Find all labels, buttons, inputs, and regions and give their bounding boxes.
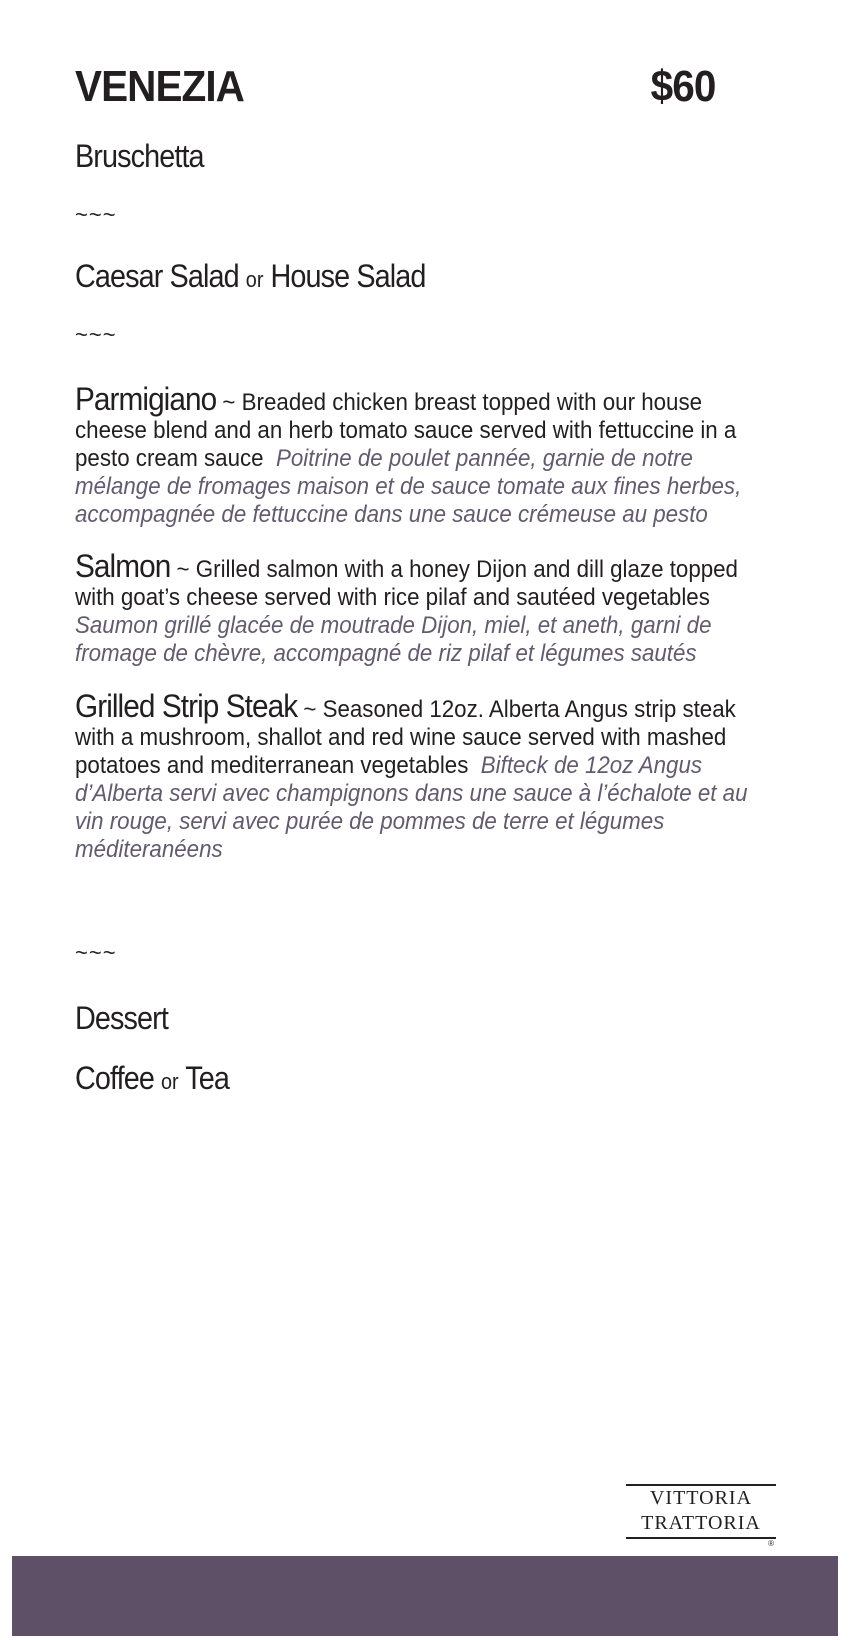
salad-option-caesar: Caesar Salad: [75, 258, 239, 294]
footer-band: [12, 1556, 838, 1636]
entree-name: Grilled Strip Steak: [75, 688, 298, 724]
logo-rule-bottom: [626, 1537, 776, 1539]
salad-option-house: House Salad: [270, 258, 426, 294]
vittoria-trattoria-logo: [626, 1484, 776, 1546]
entree-description-en: Breaded chicken breast topped with our house cheese blend and an herb tomato sauce served with fettuccine in a pesto cream sauce: [75, 389, 737, 472]
course-divider: ~~~: [75, 202, 117, 227]
entree-description-en: Grilled salmon with a honey Dijon and dill glaze topped with goat’s cheese served with rice pilaf and sautéed vegetables: [75, 556, 738, 611]
logo-rule-top: [626, 1484, 776, 1486]
entree-description-fr: Bifteck de 12oz Angus d’Alberta servi avec champignons dans une sauce à l’échalote et au vin rouge, servi avec purée de pommes de terre et légumes méditeranéens: [75, 752, 748, 863]
menu-price: $60: [650, 62, 715, 111]
entree-name: Parmigiano: [75, 381, 217, 417]
entree-item: [75, 381, 773, 529]
beverage-option-tea: Tea: [185, 1060, 229, 1096]
course-beverage: [75, 1060, 229, 1097]
entree-separator: ~: [170, 556, 196, 583]
entree-separator: ~: [297, 696, 323, 723]
beverage-option-coffee: Coffee: [75, 1060, 154, 1096]
entree-description-fr: Saumon grillé glacée de moutrade Dijon, miel, et aneth, garni de fromage de chèvre, accompagné de riz pilaf et légumes sautés: [75, 612, 712, 667]
entree-description-en: Seasoned 12oz. Alberta Angus strip steak with a mushroom, shallot and red wine sauce served with mashed potatoes and mediterranean vegetables: [75, 696, 736, 779]
course-starter: Bruschetta: [75, 138, 204, 174]
registered-mark: ®: [768, 1539, 774, 1548]
salad-conjunction: or: [245, 267, 264, 292]
entree-item: [75, 688, 773, 864]
menu-header: [75, 62, 715, 122]
beverage-conjunction: or: [161, 1069, 179, 1094]
entree-separator: ~: [216, 389, 242, 416]
entree-item: [75, 548, 773, 668]
course-salad: [75, 258, 426, 295]
menu-title: VENEZIA: [75, 62, 245, 111]
course-divider: ~~~: [75, 322, 117, 347]
course-divider: ~~~: [75, 940, 117, 965]
logo-line-1: VITTORIA: [649, 1487, 753, 1509]
entree-name: Salmon: [75, 548, 171, 584]
entree-description-fr: Poitrine de poulet pannée, garnie de notre mélange de fromages maison et de sauce tomate aux fines herbes, accompagnée de fettuccine dans une sauce crémeuse au pesto: [75, 445, 742, 528]
logo-line-2: TRATTORIA: [641, 1512, 761, 1534]
course-dessert: Dessert: [75, 1000, 168, 1036]
